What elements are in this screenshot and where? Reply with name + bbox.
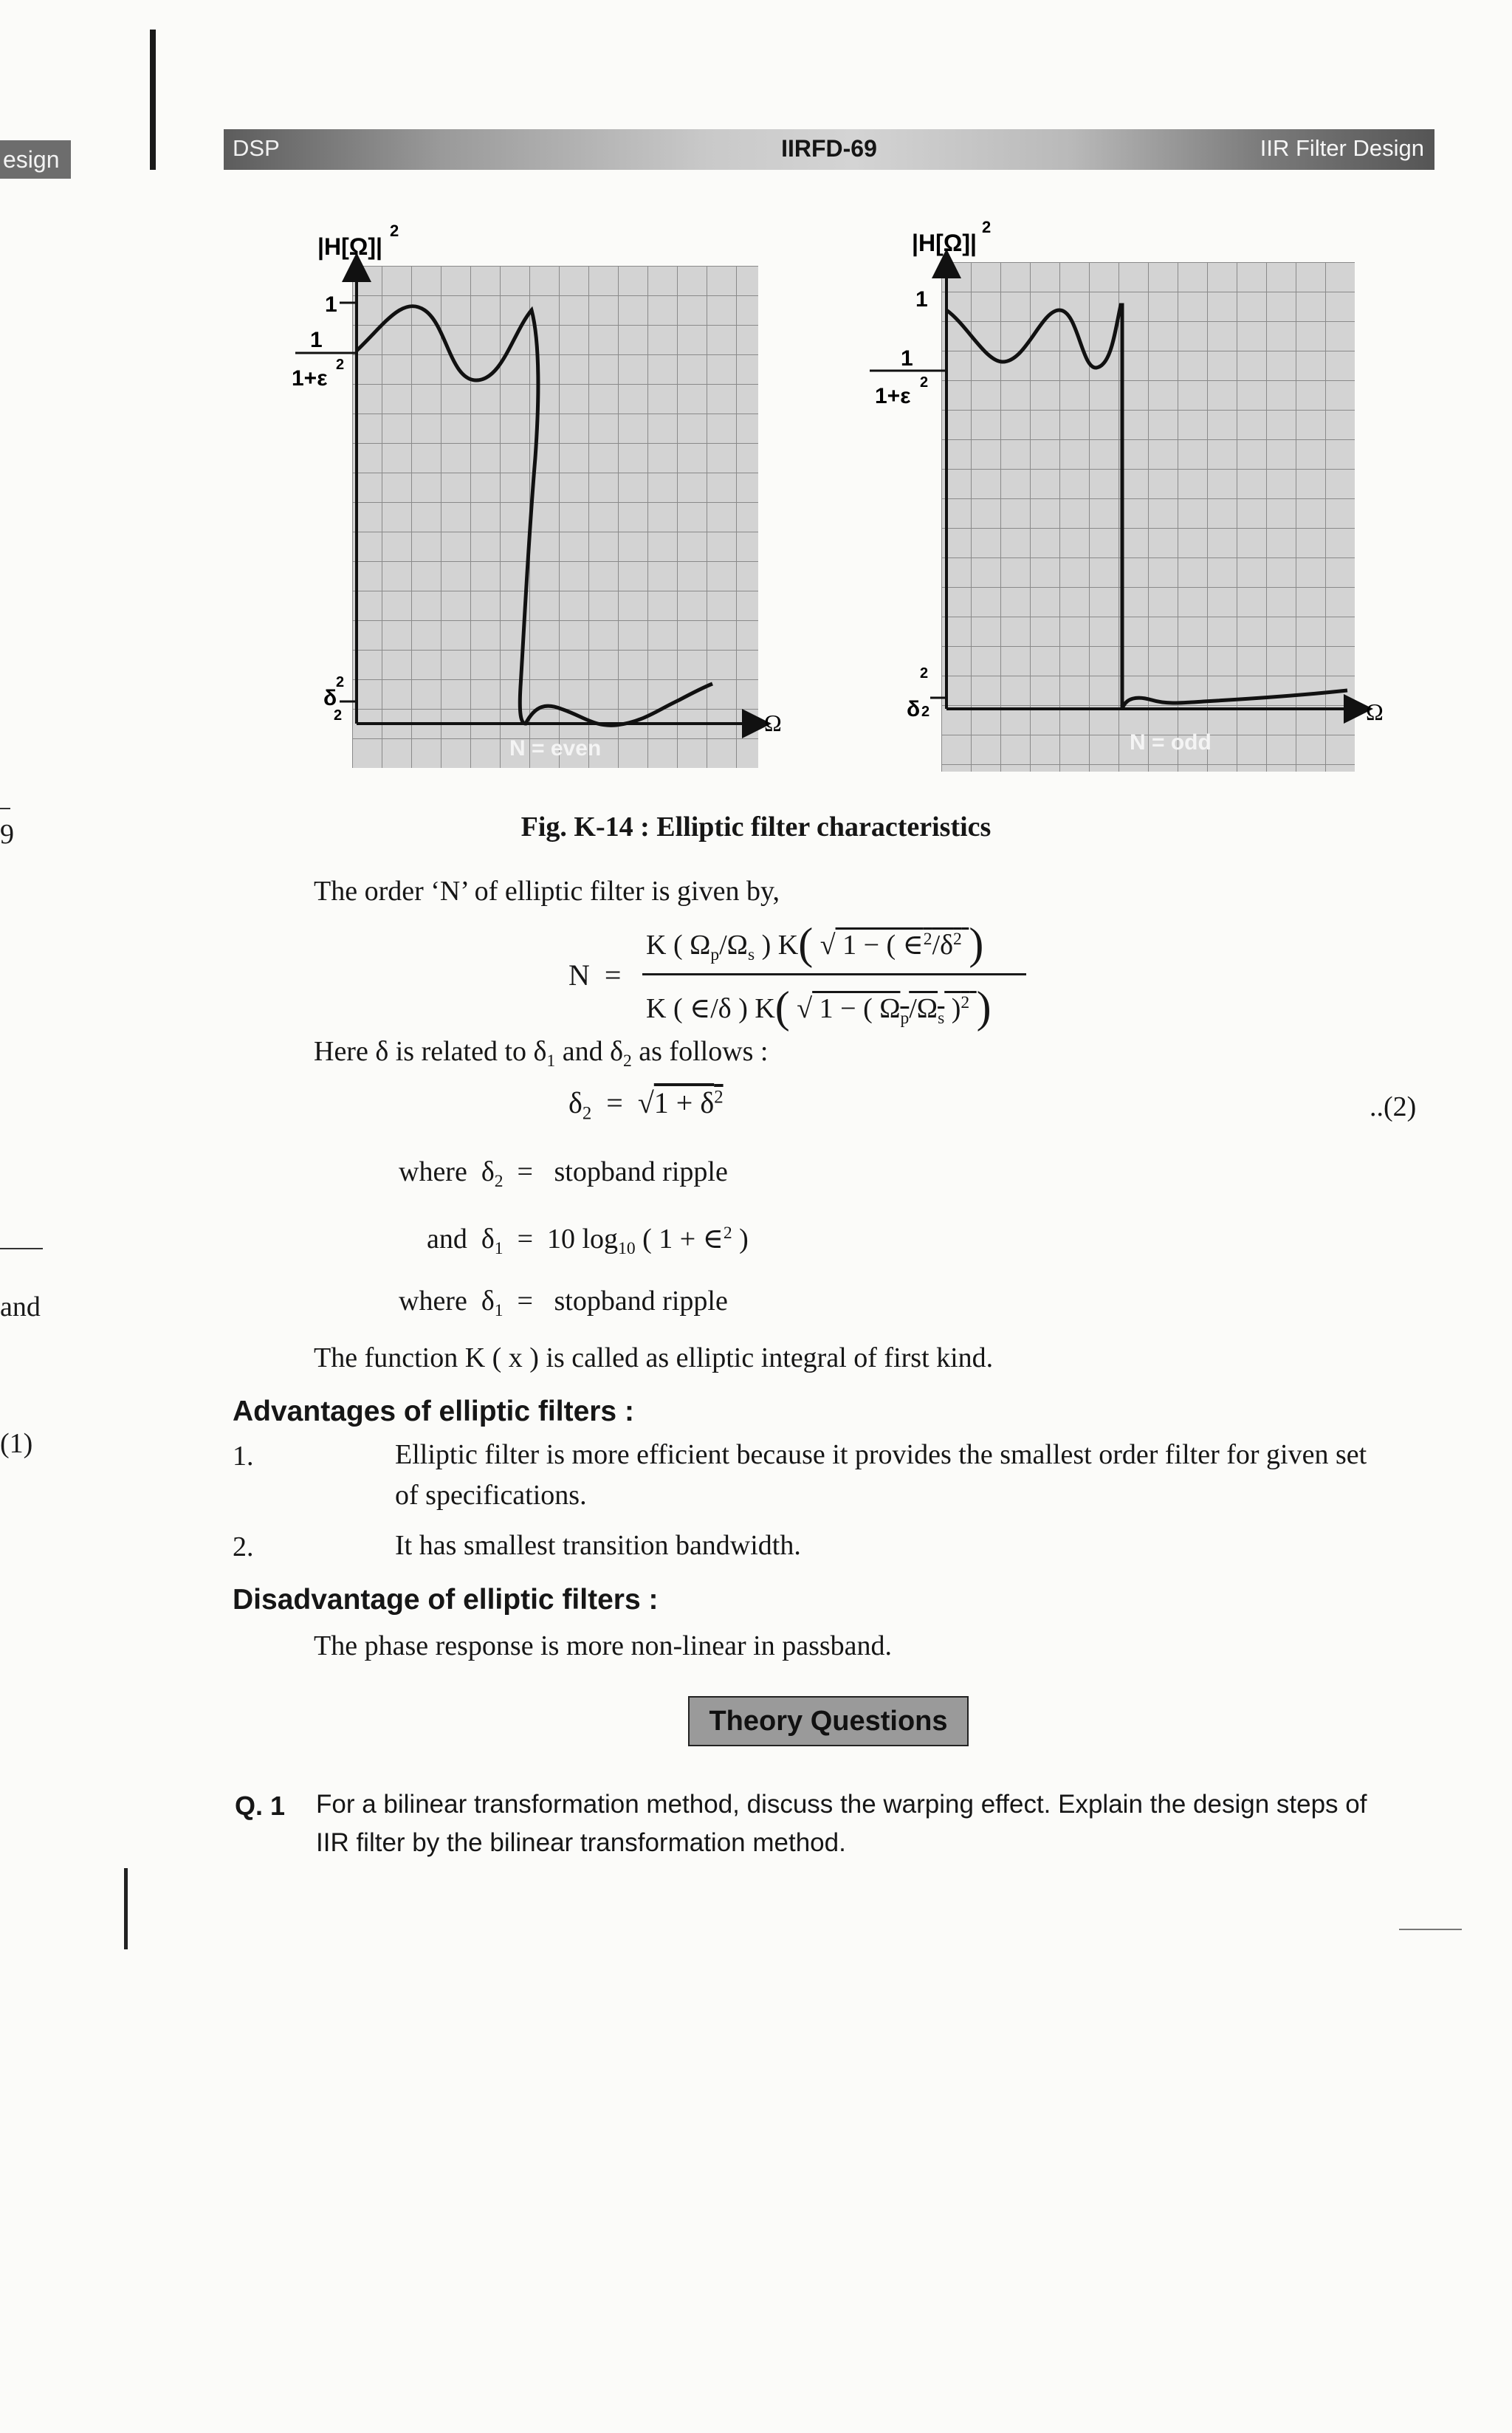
theory-questions-box: Theory Questions — [688, 1696, 969, 1746]
x-axis-symbol: Ω — [1366, 699, 1384, 725]
stray-mark — [1399, 1929, 1462, 1930]
margin-fragment-and: and — [0, 1291, 41, 1322]
delta-intro: Here δ is related to $\delta_1$ and $\delta_2$ as follows : — [314, 1036, 769, 1071]
tick-frac-num: 1 — [901, 346, 913, 371]
binding-shadow-bottom — [124, 1868, 128, 1949]
tick-delta-sub: 2 — [921, 704, 930, 720]
formula-denominator: K ( ∈/δ ) K( √ 1 − ( $\Omega_p/\Omega_s$ )$^2$ ) — [646, 983, 992, 1032]
y-axis-label-power: 2 — [390, 222, 399, 240]
advantage-1-text — [395, 1435, 1436, 1516]
and-delta1: and $\delta_1 = 10$ $\log_{10}$ ( 1 + ∈$^2$ ) — [427, 1224, 749, 1259]
advantage-2-number: 2. — [233, 1531, 254, 1562]
binding-shadow-top — [150, 30, 156, 170]
order-formula — [568, 917, 1041, 1035]
question-1-text — [316, 1785, 1438, 1862]
margin-rule-short — [0, 808, 10, 809]
margin-fragment-nine: 9 — [0, 819, 14, 850]
tick-delta-sup: 2 — [336, 674, 345, 690]
where-delta1: where $\delta_1$ = stopband ripple — [399, 1286, 728, 1321]
advantage-1-line1: Elliptic filter is more efficient because it provides the smallest order filter for given set — [395, 1439, 1367, 1470]
stopband-ripple-def: stopband ripple — [554, 1156, 728, 1187]
function-line: The function K ( x ) is called as elliptic integral of first kind. — [314, 1342, 994, 1373]
advantage-1-line2: of specifications. — [395, 1480, 587, 1511]
question-1-line2: IIR filter by the bilinear transformation method. — [316, 1828, 846, 1857]
question-1-line1: For a bilinear transformation method, discuss the warping effect. Explain the design steps of — [316, 1790, 1367, 1819]
tick-frac-num: 1 — [310, 328, 323, 352]
where-delta2: where $\delta_2$ = stopband ripple — [399, 1156, 728, 1192]
advantages-heading: Advantages of elliptic filters : — [233, 1396, 634, 1427]
and-label: and — [427, 1224, 467, 1255]
header-chapter: IIR Filter Design — [1260, 135, 1424, 161]
where-label: where — [399, 1156, 467, 1187]
advantage-2-text: It has smallest transition bandwidth. — [395, 1530, 801, 1561]
tick-frac-den: 1+ε — [875, 384, 911, 408]
delta-intro-text: Here δ is related to δ — [314, 1036, 547, 1067]
graph-n-odd — [856, 214, 1388, 775]
graph-label-n-odd: N = odd — [1130, 730, 1212, 755]
formula-fraction-bar — [642, 973, 1026, 975]
question-1-label: Q. 1 — [235, 1791, 286, 1821]
delta-intro-tail: as follows : — [639, 1036, 769, 1067]
y-axis-label-power: 2 — [982, 218, 992, 236]
header-subject: DSP — [233, 135, 280, 161]
disadvantage-text: The phase response is more non-linear in passband. — [314, 1630, 893, 1661]
header-page-number: IIRFD-69 — [781, 135, 877, 162]
margin-fragment-one: (1) — [0, 1428, 33, 1459]
page-header — [224, 129, 1434, 170]
order-intro: The order ‘N’ of elliptic filter is given by, — [314, 876, 780, 907]
equation-delta2: $\delta_2 = √1 + \delta^2$ — [568, 1086, 724, 1124]
margin-rule-long — [0, 1248, 43, 1249]
where-label: where — [399, 1286, 467, 1317]
graph-label-n-even: N = even — [509, 736, 602, 761]
tick-frac-den-power: 2 — [336, 357, 345, 373]
tick-frac-den-power: 2 — [920, 374, 929, 391]
figure-caption: Fig. K-14 : Elliptic filter characteristics — [520, 811, 992, 843]
y-axis-label: |H[Ω]| — [912, 230, 977, 256]
advantage-1-number: 1. — [233, 1441, 254, 1472]
tick-one: 1 — [325, 292, 337, 317]
tick-delta: δ — [907, 697, 921, 721]
tick-frac-den: 1+ε — [292, 366, 328, 391]
graph-n-even — [266, 214, 783, 775]
tick-delta-sup: 2 — [920, 665, 929, 682]
disadvantage-heading: Disadvantage of elliptic filters : — [233, 1584, 659, 1616]
equation-number: ..(2) — [1370, 1091, 1417, 1122]
y-axis-label: |H[Ω]| — [317, 233, 382, 260]
tick-one: 1 — [915, 287, 928, 312]
delta-intro-and: and δ — [562, 1036, 623, 1067]
formula-numerator: K ( $\Omega_p/\Omega_s$ ) K( √ 1 − ( $\in^2/\delta^2$ ) — [646, 919, 984, 968]
tick-delta: δ — [323, 686, 337, 710]
tick-delta-sub: 2 — [334, 707, 343, 724]
formula-lhs: N = — [568, 958, 622, 992]
x-axis-symbol: Ω — [764, 710, 782, 736]
margin-tab-fragment: esign — [0, 140, 71, 179]
stopband-ripple-def: stopband ripple — [554, 1286, 728, 1317]
